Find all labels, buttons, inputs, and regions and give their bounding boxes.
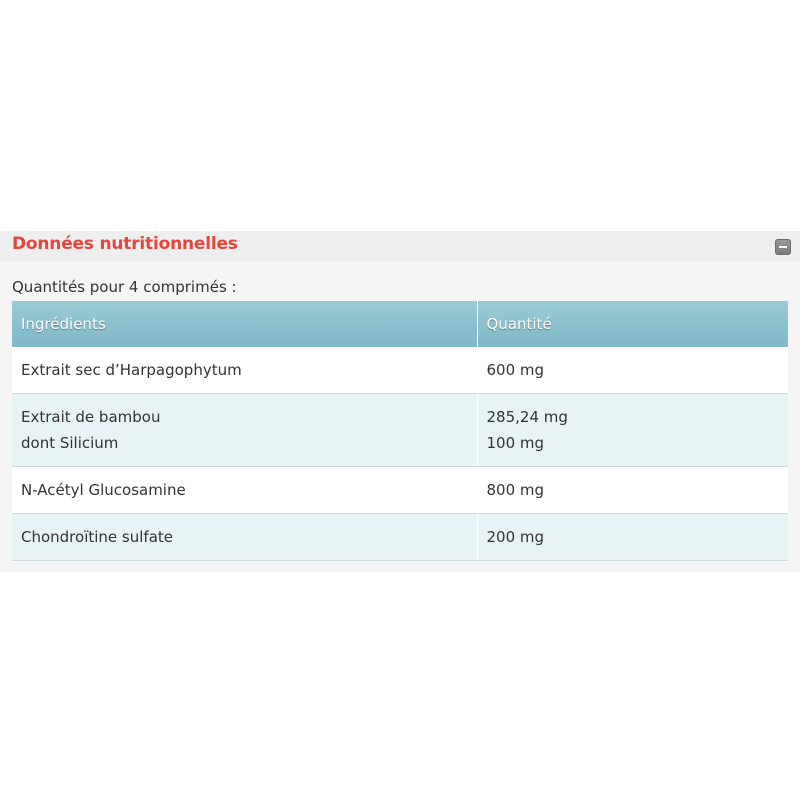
ingredient-name: Extrait sec d’Harpagophytum bbox=[21, 361, 242, 379]
table-header-row bbox=[12, 301, 788, 347]
quantity-cell bbox=[477, 514, 788, 561]
ingredient-cell bbox=[12, 514, 477, 561]
table-row bbox=[12, 347, 788, 394]
column-header-ingredients: Ingrédients bbox=[12, 301, 477, 347]
ingredient-name: N-Acétyl Glucosamine bbox=[21, 481, 186, 499]
table-row bbox=[12, 394, 788, 467]
quantity-cell bbox=[477, 394, 788, 467]
panel-header[interactable] bbox=[0, 231, 800, 261]
quantity-value: 285,24 mg bbox=[486, 408, 568, 426]
quantity-value: 200 mg bbox=[486, 528, 545, 546]
minus-icon bbox=[779, 246, 787, 248]
collapse-button[interactable] bbox=[775, 239, 791, 255]
column-header-quantity: Quantité bbox=[477, 301, 788, 347]
quantity-cell bbox=[477, 467, 788, 514]
ingredient-cell bbox=[12, 467, 477, 514]
ingredient-name: Chondroïtine sulfate bbox=[21, 528, 173, 546]
quantity-subvalue: 100 mg bbox=[486, 434, 545, 452]
panel-title: Données nutritionnelles bbox=[12, 234, 238, 254]
ingredient-cell bbox=[12, 394, 477, 467]
nutrition-table bbox=[12, 301, 788, 561]
ingredient-cell bbox=[12, 347, 477, 394]
quantity-cell bbox=[477, 347, 788, 394]
quantity-value: 600 mg bbox=[486, 361, 545, 379]
nutrition-panel bbox=[0, 231, 800, 572]
ingredient-subname: dont Silicium bbox=[21, 434, 119, 452]
ingredient-name: Extrait de bambou bbox=[21, 408, 161, 426]
quantities-label: Quantités pour 4 comprimés : bbox=[12, 278, 237, 296]
table-row bbox=[12, 467, 788, 514]
quantity-value: 800 mg bbox=[486, 481, 545, 499]
table-row bbox=[12, 514, 788, 561]
